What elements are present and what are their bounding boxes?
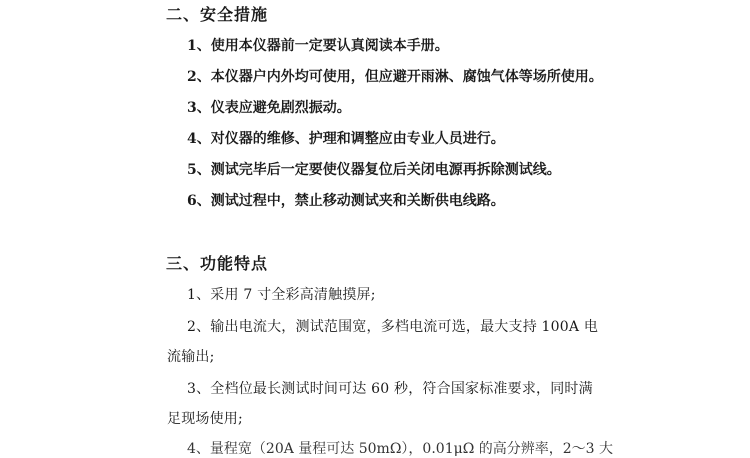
safety-item-2: 2、本仪器户内外均可使用，但应避开雨淋、腐蚀气体等场所使用。 [187, 69, 603, 85]
feature-line-3: 3、全档位最长测试时间可达 60 秒，符合国家标准要求，同时满 [187, 381, 593, 397]
section-heading-safety: 二、安全措施 [166, 5, 269, 24]
feature-line-4-partial: 4、量程宽（20A 量程可达 50mΩ），0.01μΩ 的高分辨率，2～3 大 [187, 441, 614, 457]
safety-item-5: 5、测试完毕后一定要使仪器复位后关闭电源再拆除测试线。 [187, 162, 561, 178]
feature-line-2: 2、输出电流大，测试范围宽，多档电流可选，最大支持 100A 电 [187, 319, 599, 335]
feature-line-2-continued: 流输出; [167, 349, 215, 365]
safety-item-4: 4、对仪器的维修、护理和调整应由专业人员进行。 [187, 131, 505, 147]
section-heading-features: 三、功能特点 [166, 254, 269, 273]
feature-line-3-continued: 足现场使用; [167, 411, 243, 427]
feature-line-1: 1、采用 7 寸全彩高清触摸屏; [187, 287, 376, 303]
safety-item-1: 1、使用本仪器前一定要认真阅读本手册。 [187, 38, 449, 54]
safety-item-6: 6、测试过程中，禁止移动测试夹和关断供电线路。 [187, 193, 505, 209]
safety-item-3: 3、仪表应避免剧烈振动。 [187, 100, 351, 116]
